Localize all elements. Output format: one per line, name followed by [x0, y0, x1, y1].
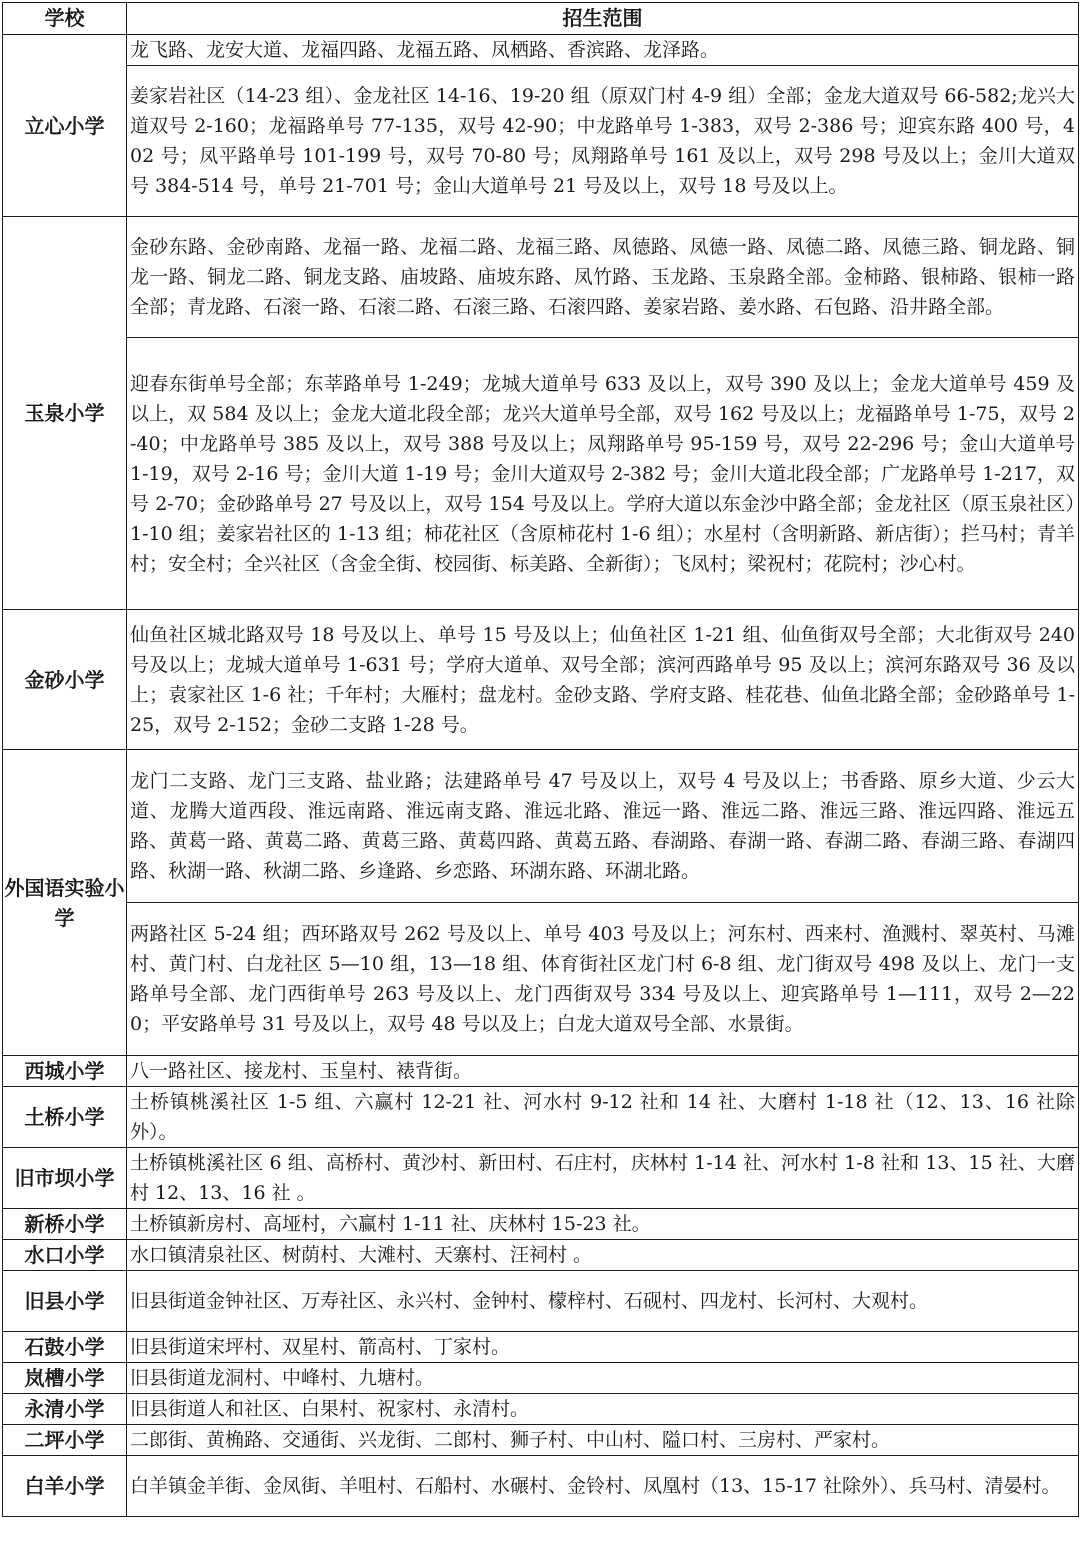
table-row: [3, 1456, 1079, 1517]
range-cell: 土桥镇新房村、高垭村，六赢村 1-11 社、庆林村 15-23 社。: [127, 1209, 1079, 1240]
school-name: 西城小学: [3, 1056, 127, 1087]
range-cell: 二郎街、黄桷路、交通街、兴龙街、二郎村、狮子村、中山村、隘口村、三房村、严家村。: [127, 1425, 1079, 1456]
table-row: [3, 35, 1079, 66]
school-name: 永清小学: [3, 1394, 127, 1425]
table-row: [3, 66, 1079, 217]
school-name: 新桥小学: [3, 1209, 127, 1240]
header-range: 招生范围: [127, 3, 1079, 35]
school-name: 二坪小学: [3, 1425, 127, 1456]
range-cell: 八一路社区、接龙村、玉皇村、裱背街。: [127, 1056, 1079, 1087]
school-name: 岚槽小学: [3, 1363, 127, 1394]
table-row: [3, 1056, 1079, 1087]
table-row: [3, 1087, 1079, 1148]
range-cell: 旧县街道人和社区、白果村、祝家村、永清村。: [127, 1394, 1079, 1425]
range-cell: 仙鱼社区城北路双号 18 号及以上、单号 15 号及以上；仙鱼社区 1-21 组、仙鱼街双号全部；大北街双号 240 号及以上；龙城大道单号 1-631 号；学府大道单、双号全部；滨河西路单号 95 及以上；滨河东路双号 36 及以上；袁家社区 1-6 社；千年村；大雁村；盘龙村。金砂支路、学府支路、桂花巷、仙鱼北路全部；金砂路单号 1-25，双号 2-152；金砂二支路 1-28 号。: [127, 610, 1079, 750]
table-row: [3, 1425, 1079, 1456]
school-name: 旧市坝小学: [3, 1148, 127, 1209]
range-cell: 旧县街道宋坪村、双星村、箭高村、丁家村。: [127, 1332, 1079, 1363]
school-name: 土桥小学: [3, 1087, 127, 1148]
table-row: [3, 1148, 1079, 1209]
table-row: [3, 1271, 1079, 1332]
enrollment-table: [2, 2, 1079, 1517]
table-row: [3, 1363, 1079, 1394]
range-cell: 旧县街道金钟社区、万寿社区、永兴村、金钟村、檬梓村、石砚村、四龙村、长河村、大观村。: [127, 1271, 1079, 1332]
range-cell: 迎春东街单号全部；东莘路单号 1-249；龙城大道单号 633 及以上，双号 390 及以上；金龙大道单号 459 及以上，双 584 及以上；金龙大道北段全部；龙兴大道单号全部，双号 162 号及以上；龙福路单号 1-75，双号 2-40；中龙路单号 385 及以上，双号 388 号及以上；凤翔路单号 95-159 号，双号 22-296 号；金山大道单号 1-19，双号 2-16 号；金川大道 1-19 号；金川大道双号 2-382 号；金川大道北段全部；广龙路单号 1-217，双号 2-70；金砂路单号 27 号及以上，双号 154 号及以上。学府大道以东金沙中路全部；金龙社区（原玉泉社区）1-10 组；姜家岩社区的 1-13 组；柿花社区（含原柿花村 1-6 组）；水星村（含明新路、新店街）；拦马村；青羊村；安全村；全兴社区（含金全街、校园街、标美路、全新街）；飞凤村；梁祝村；花院村；沙心村。: [127, 338, 1079, 610]
table-row: [3, 903, 1079, 1056]
table-row: [3, 1240, 1079, 1271]
school-name: 石鼓小学: [3, 1332, 127, 1363]
school-name: 外国语实验小学: [3, 750, 127, 1056]
table-row: [3, 338, 1079, 610]
range-cell: 龙飞路、龙安大道、龙福四路、龙福五路、凤栖路、香滨路、龙泽路。: [127, 35, 1079, 66]
range-cell: 旧县街道龙洞村、中峰村、九塘村。: [127, 1363, 1079, 1394]
range-cell: 龙门二支路、龙门三支路、盐业路；法建路单号 47 号及以上，双号 4 号及以上；书香路、原乡大道、少云大道、龙腾大道西段、淮远南路、淮远南支路、淮远北路、淮远一路、淮远二路、淮远三路、淮远四路、淮远五路、黄葛一路、黄葛二路、黄葛三路、黄葛四路、黄葛五路、春湖路、春湖一路、春湖二路、春湖三路、春湖四路、秋湖一路、秋湖二路、乡逢路、乡恋路、环湖东路、环湖北路。: [127, 750, 1079, 903]
table-row: [3, 750, 1079, 903]
school-name: 旧县小学: [3, 1271, 127, 1332]
range-cell: 土桥镇桃溪社区 1-5 组、六赢村 12-21 社、河水村 9-12 社和 14 社、大磨村 1-18 社（12、13、16 社除外）。: [127, 1087, 1079, 1148]
school-name: 白羊小学: [3, 1456, 127, 1517]
range-cell: 土桥镇桃溪社区 6 组、高桥村、黄沙村、新田村、石庄村，庆林村 1-14 社、河水村 1-8 社和 13、15 社、大磨村 12、13、16 社 。: [127, 1148, 1079, 1209]
range-cell: 姜家岩社区（14-23 组）、金龙社区 14-16、19-20 组（原双门村 4-9 组）全部；金龙大道双号 66-582;龙兴大道双号 2-160；龙福路单号 77-135，双号 42-90；中龙路单号 1-383，双号 2-386 号；迎宾东路 400 号，402 号；凤平路单号 101-199 号，双号 70-80 号；凤翔路单号 161 及以上，双号 298 号及以上；金川大道双号 384-514 号，单号 21-701 号；金山大道单号 21 号及以上，双号 18 号及以上。: [127, 66, 1079, 217]
range-cell: 金砂东路、金砂南路、龙福一路、龙福二路、龙福三路、凤德路、凤德一路、凤德二路、凤德三路、铜龙路、铜龙一路、铜龙二路、铜龙支路、庙坡路、庙坡东路、凤竹路、玉龙路、玉泉路全部。金柿路、银柿路、银柿一路全部；青龙路、石滚一路、石滚二路、石滚三路、石滚四路、姜家岩路、姜水路、石包路、沿井路全部。: [127, 217, 1079, 338]
school-name: 立心小学: [3, 35, 127, 217]
table-row: [3, 217, 1079, 338]
table-row: [3, 1332, 1079, 1363]
range-cell: 水口镇清泉社区、树荫村、大滩村、天寨村、汪祠村 。: [127, 1240, 1079, 1271]
header-school: 学校: [3, 3, 127, 35]
range-cell: 白羊镇金羊街、金凤街、羊咀村、石船村、水碾村、金铃村、凤凰村（13、15-17 社除外）、兵马村、清晏村。: [127, 1456, 1079, 1517]
table-row: [3, 1209, 1079, 1240]
school-name: 水口小学: [3, 1240, 127, 1271]
range-cell: 两路社区 5-24 组；西环路双号 262 号及以上、单号 403 号及以上；河东村、西来村、渔溅村、翠英村、马滩村、黄门村、白龙社区 5—10 组，13—18 组、体育街社区龙门村 6-8 组、龙门街双号 498 及以上、龙门一支路单号全部、龙门西街单号 263 号及以上、龙门西街双号 334 号及以上、迎宾路单号 1—111，双号 2—220；平安路单号 31 号及以上，双号 48 号以及上；白龙大道双号全部、水景街。: [127, 903, 1079, 1056]
table-row: [3, 1394, 1079, 1425]
school-name: 金砂小学: [3, 610, 127, 750]
header-row: [3, 3, 1079, 35]
school-name: 玉泉小学: [3, 217, 127, 610]
table-row: [3, 610, 1079, 750]
